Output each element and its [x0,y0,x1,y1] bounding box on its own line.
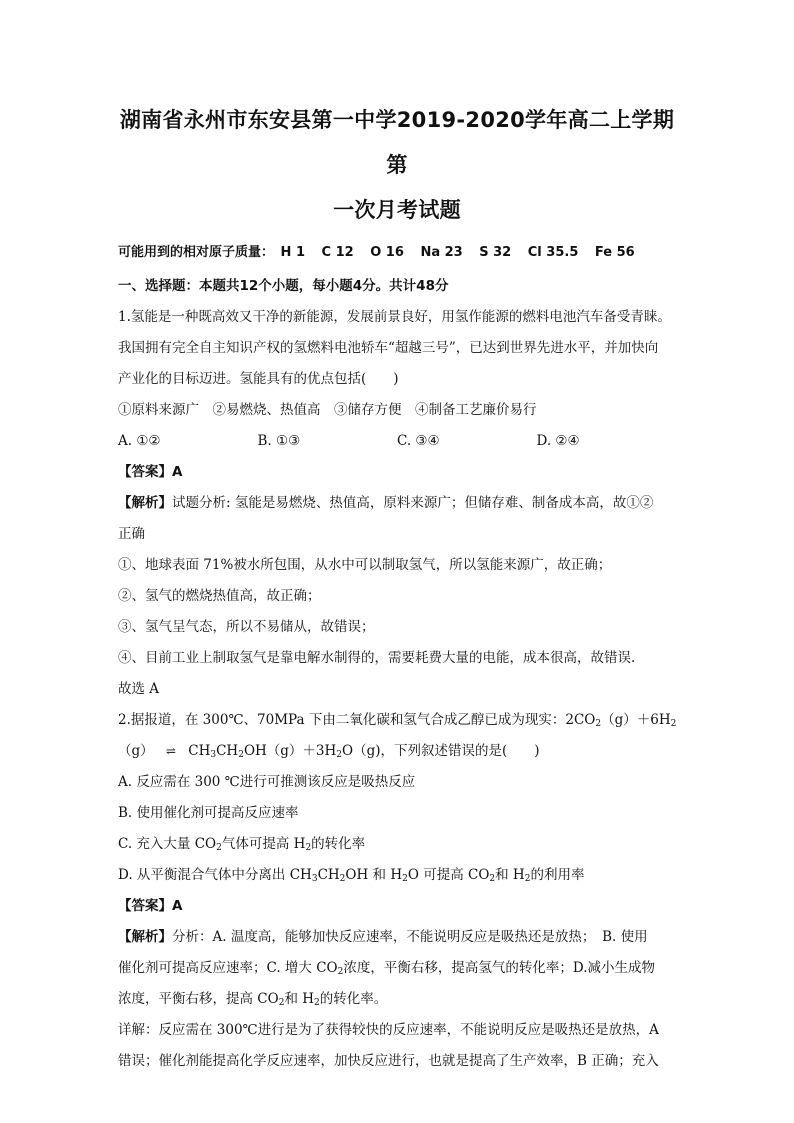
q2-stem-text: OH（g）＋3H [243,743,337,759]
subscript: 2 [524,874,531,884]
q2-analysis-line-1 [118,922,676,953]
q2-option-c [118,829,676,860]
answer-value: A [172,898,183,914]
q2-stem-text: （g）＋6H [601,712,671,728]
q2-option-a: A. 反应需在 300 ℃进行可推测该反应是吸热反应 [118,774,416,790]
subscript: 3 [311,874,318,884]
q1-option-d: D. ②④ [536,433,580,449]
title-line-2: 一次月考试题 [333,198,461,222]
equilibrium-arrow-icon: ⇌ [165,744,176,758]
analysis-text: 的转化率。 [319,991,388,1007]
subscript: 2 [305,843,312,853]
subscript: 2 [402,874,408,884]
subscript: 2 [216,843,222,853]
atomic-mass-item: Na 23 [420,245,463,260]
option-text: 的利用率 [530,867,585,883]
option-text: D. 从平衡混合气体中分离出 CH [118,867,312,883]
q2-analysis-line-3 [118,984,676,1015]
atomic-mass-item: Cl 35.5 [527,245,579,260]
q2-stem-text: O（g)，下列叙述错误的是( ) [342,743,540,759]
atomic-mass-item: Fe 56 [594,245,635,260]
analysis-text: 分析：A. 温度高，能够加快反应速率，不能说明反应是吸热还是放热； B. 使用 [172,929,648,945]
analysis-text: 浓度，平衡右移，提高氢气的转化率；D.减小生成物 [343,960,655,976]
q2-stem-text: CH [216,743,239,759]
option-text: OH 和 H [345,867,403,883]
q1-stem-line-2: 我国拥有完全自主知识产权的氢燃料电池轿车“超越三号”，已达到世界先进水平，并加快向 [118,340,659,356]
q1-analysis-line-2: 正确 [118,526,145,542]
q2-detail-line-2: 错误；催化剂能提高化学反应速率，加快反应进行，也就是提高了生产效率，B 正确；充入 [118,1053,659,1069]
q2-stem-line-2 [118,736,676,767]
q1-stem-line-1: 1.氢能是一种既高效又干净的新能源，发展前景良好，用氢作能源的燃料电池汽车备受青睐。 [118,309,671,325]
option-text: O 可提高 CO [407,867,490,883]
subscript: 2 [314,998,320,1008]
q2-stem-line-1 [118,705,676,736]
q2-stem-text: （g） [118,743,154,759]
analysis-text: 和 H [284,991,315,1007]
subscript: 2 [336,750,343,760]
page-title [118,98,676,233]
option-text: 和 H [495,867,525,883]
answer-tag: 【答案】 [118,898,172,914]
atomic-mass-item: S 32 [479,245,512,260]
q2-stem-text: 2.据报道，在 300℃、70MPa 下由二氧化碳和氢气合成乙醇已成为现实：2CO [118,712,596,728]
option-text: 气体可提高 H [221,836,306,852]
option-text: 的转化率 [311,836,366,852]
question-1 [118,302,676,705]
q1-option-a: A. ①② [118,433,161,449]
subscript: 2 [238,750,244,760]
q1-conclusion: 故选 A [118,681,160,697]
q1-point-2: ②、氢气的燃烧热值高，故正确； [118,588,321,604]
analysis-text: 浓度，平衡右移，提高 CO [118,991,279,1007]
atomic-mass-item: C 12 [321,245,354,260]
q1-point-4: ④、目前工业上制取氢气是靠电解水制得的，需要耗费大量的电能，成本很高，故错误. [118,650,636,666]
subscript: 2 [278,998,285,1008]
q2-analysis-line-2 [118,953,676,984]
subscript: 2 [489,874,496,884]
option-text: C. 充入大量 CO [118,836,217,852]
answer-tag: 【答案】 [118,464,172,480]
q1-option-c: C. ③④ [397,433,440,449]
q2-option-b: B. 使用催化剂可提高反应速率 [118,805,299,821]
answer-value: A [172,464,183,480]
q2-answer [118,891,676,922]
q1-options [118,426,676,457]
analysis-tag: 【解析】 [118,495,172,511]
subscript: 2 [595,719,602,729]
q2-stem-text: CH [188,743,211,759]
q1-answer [118,457,676,488]
analysis-text: 催化剂可提高反应速率；C. 增大 CO [118,960,338,976]
atomic-mass-label: 可能用到的相对原子质量： [118,245,275,260]
q2-detail-line-1: 详解：反应需在 300℃进行是为了获得较快的反应速率，不能说明反应是吸热还是放热，A [118,1022,659,1038]
atomic-mass-item: H 1 [280,245,305,260]
subscript: 2 [339,874,346,884]
subscript: 2 [337,967,344,977]
analysis-text: 试题分析: 氢能是易燃烧、热值高，原料来源广；但储存难、制备成本高，故①② [172,495,654,511]
q1-analysis-line-1 [118,488,676,519]
q2-option-d [118,860,676,891]
title-line-1: 湖南省永州市东安县第一中学2019-2020学年高二上学期第 [119,108,675,177]
option-text: CH [317,867,340,883]
atomic-mass-item: O 16 [370,245,404,260]
subscript: 3 [210,750,217,760]
q1-point-1: ①、地球表面 71%被水所包围，从水中可以制取氢气，所以氢能来源广，故正确； [118,557,612,573]
atomic-mass-line [118,237,676,268]
q1-point-3: ③、氢气呈气态，所以不易储从，故错误； [118,619,375,635]
q1-option-b: B. ①③ [257,433,301,449]
question-2 [118,705,676,1077]
section-heading: 一、选择题：本题共12个小题，每小题4分。共计48分 [118,278,449,294]
q1-stem-line-3: 产业化的目标迈进。氢能具有的优点包括( ) [118,371,399,387]
subscript: 2 [670,719,677,729]
q1-choices: ①原料来源广 ②易燃烧、热值高 ③储存方便 ④制备工艺廉价易行 [118,402,537,418]
analysis-tag: 【解析】 [118,929,172,945]
